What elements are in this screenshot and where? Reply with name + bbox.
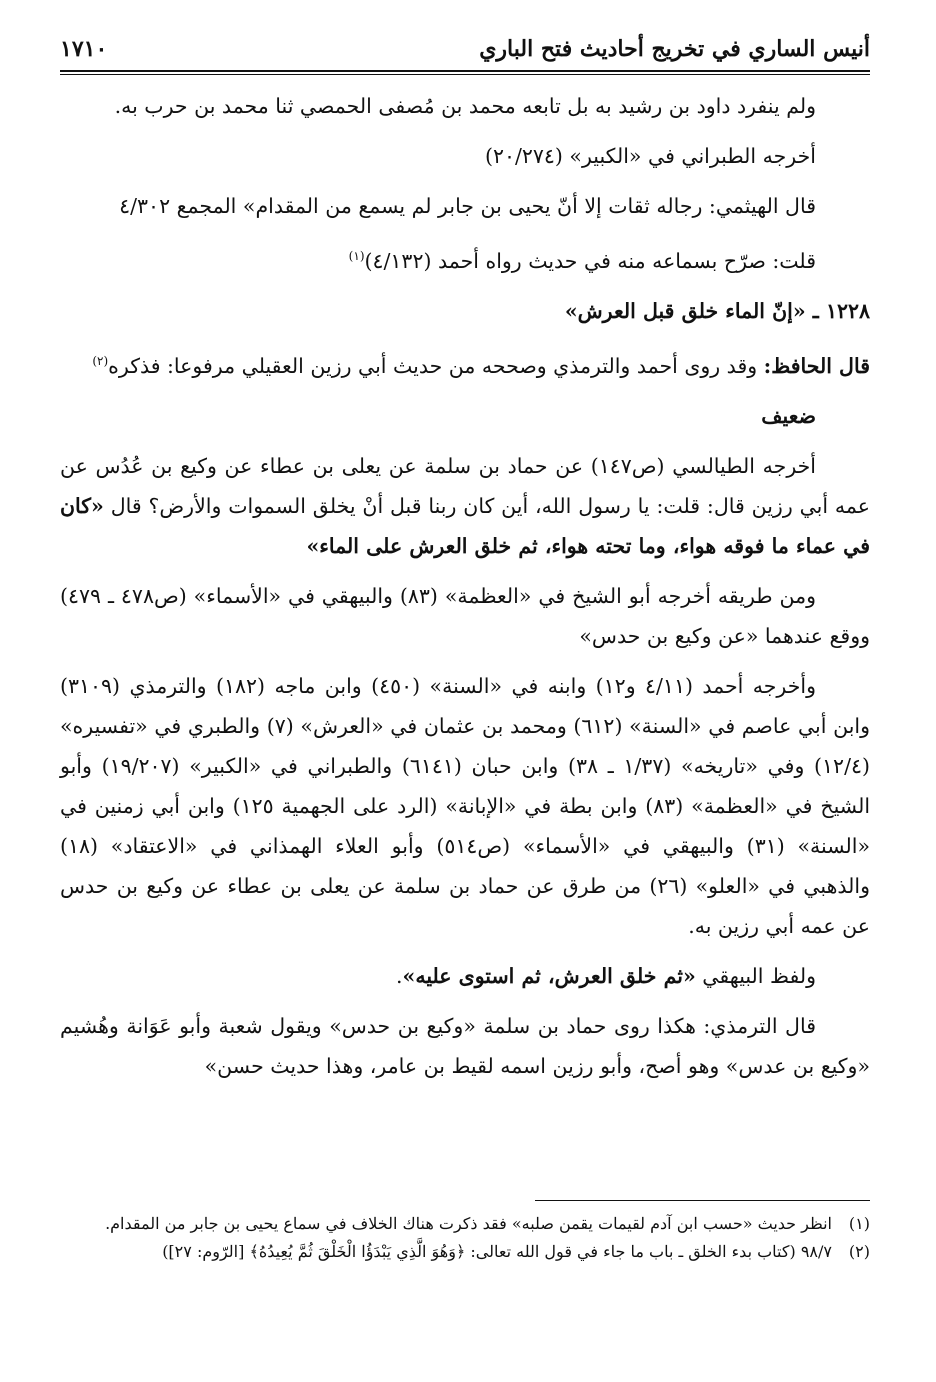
footnote-number: (٢) xyxy=(848,1242,870,1261)
paragraph: قال الهيثمي: رجاله ثقات إلا أنّ يحيى بن جابر لم يسمع من المقدام» المجمع ٤/٣٠٢ xyxy=(119,194,816,218)
hadith-heading: ١٢٢٨ ـ «إنّ الماء خلق قبل العرش» xyxy=(564,298,870,323)
main-text xyxy=(60,86,870,1096)
paragraph xyxy=(60,236,870,281)
book-title: أنيس الساري في تخريج أحاديث فتح الباري xyxy=(479,36,870,62)
paragraph: وأخرجه أحمد (٤/١١ و١٢) وابنه في «السنة» (٤٥٠) وابن ماجه (١٨٢) والترمذي (٣١٠٩) وابن أبي عاصم في «السنة» (٦١٢) ومحمد بن عثمان في «العرش» (٧) والطبري في «تفسيره» (١٢/٤) وفي «تاريخه» (١/٣٧ ـ ٣٨) وابن حبان (٦١٤١) والطبراني في «الكبير» (١٩/٢٠٧) وأبو الشيخ في «العظمة» (٨٣) وابن بطة في «الإبانة» (الرد على الجهمية ١٢٥) وابن أبي زمنين في «السنة» (٣١) والبيهقي في «الأسماء» (ص٥١٤) وأبو العلاء الهمذاني في «الاعتقاد» (١٨) والذهبي في «العلو» (٢٦) من طرق عن حماد بن سلمة عن يعلى بن عطاء عن وكيع بن حدس عن عمه أبي رزين به. xyxy=(60,673,871,938)
paragraph-text: ولفظ البيهقي xyxy=(695,963,816,988)
paragraph-end: . xyxy=(395,963,403,988)
footnote-text: ٩٨/٧ (كتاب بدء الخلق ـ باب ما جاء في قول الله تعالى: ﴿وَهُوَ الَّذِي يَبْدَؤُا الْخَلْقَ ثُمَّ يُعِيدُهُ﴾ [الرّوم: ٢٧]) xyxy=(162,1242,832,1261)
paragraph: ومن طريقه أخرجه أبو الشيخ في «العظمة» (٨٣) والبيهقي في «الأسماء» (ص٤٧٨ ـ ٤٧٩) ووقع عندهما «عن وكيع بن حدس» xyxy=(60,583,870,648)
paragraph-text: وقد روى أحمد والترمذي وصححه من حديث أبي رزين العقيلي مرفوعا: فذكره xyxy=(108,353,764,378)
hadith-quote: «ثم خلق العرش، ثم استوى عليه» xyxy=(402,963,696,988)
speaker-label: قال الحافظ: xyxy=(763,353,870,378)
running-header xyxy=(60,30,870,68)
footnotes xyxy=(60,1210,870,1266)
header-rule-thin xyxy=(60,74,870,75)
footnote-number: (١) xyxy=(848,1214,870,1233)
paragraph: قال الترمذي: هكذا روى حماد بن سلمة «وكيع بن حدس» ويقول شعبة وأبو عَوَانة وهُشيم «وكيع بن عدس» وهو أصح، وأبو رزين اسمه لقيط بن عامر، وهذا حديث حسن» xyxy=(60,1013,870,1078)
paragraph-text: قلت: صرّح بسماعه منه في حديث رواه أحمد (٤/١٣٢) xyxy=(364,248,816,273)
footnote xyxy=(60,1238,870,1266)
grade-label: ضعيف xyxy=(761,403,816,428)
footnote xyxy=(60,1210,870,1238)
paragraph xyxy=(60,956,870,996)
paragraph xyxy=(60,341,870,386)
hadith-quote: «كان في عماء ما فوقه هواء، وما تحته هواء، ثم خلق العرش على الماء» xyxy=(60,493,870,558)
footnote-text: انظر حديث «حسب ابن آدم لقيمات يقمن صلبه» فقد ذكرت هناك الخلاف في سماع يحيى بن جابر من المقدام. xyxy=(105,1214,832,1233)
paragraph: أخرجه الطبراني في «الكبير» (٢٠/٢٧٤) xyxy=(484,144,816,168)
page-number: ١٧١٠ xyxy=(60,36,108,62)
header-rule xyxy=(60,70,870,72)
footnote-ref: (١) xyxy=(348,249,365,263)
paragraph: ولم ينفرد داود بن رشيد به بل تابعه محمد بن مُصفى الحمصي ثنا محمد بن حرب به. xyxy=(114,94,816,118)
paragraph-text: أخرجه الطيالسي (ص١٤٧) عن حماد بن سلمة عن يعلى بن عطاء عن وكيع بن عُدُس عن عمه أبي رزين قال: قلت: يا رسول الله، أين كان ربنا قبل أنْ يخلق السموات والأرض؟ قال xyxy=(60,453,870,518)
footnote-rule xyxy=(535,1200,870,1201)
footnote-ref: (٢) xyxy=(92,353,109,368)
paragraph xyxy=(60,446,870,566)
